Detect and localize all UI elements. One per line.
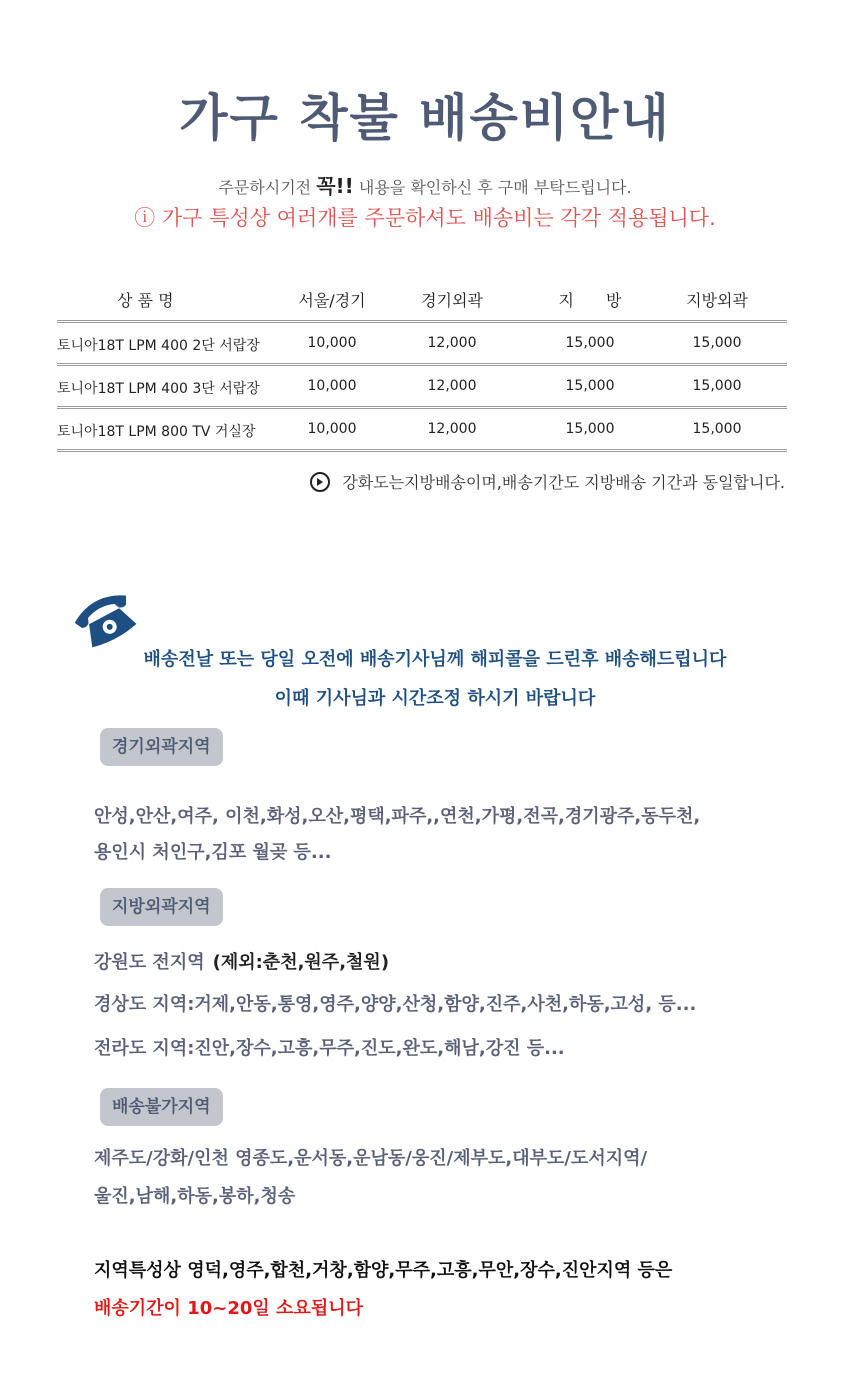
- table-divider: [57, 449, 787, 452]
- cell-gyeonggi-outer: 12,000: [427, 421, 477, 437]
- delivery-delay-period: 배송기간이 10~20일 소요됩니다: [94, 1298, 363, 1319]
- table-header-row: [57, 284, 787, 320]
- regional-outer-jeolla: 전라도 지역:진안,장수,고흥,무주,진도,완도,해남,강진 등...: [94, 1038, 565, 1059]
- cell-gyeonggi-outer: 12,000: [427, 378, 477, 394]
- shipping-fee-table: [57, 284, 787, 452]
- telephone-icon: [70, 588, 140, 648]
- cell-regional-outer: 15,000: [692, 335, 742, 351]
- undeliverable-regions-line2: 울진,남해,하동,봉하,청송: [94, 1186, 296, 1207]
- cell-regional: 15,000: [565, 335, 615, 351]
- cell-product: 토니아18T LPM 800 TV 거실장: [57, 424, 256, 440]
- header-regional: 지 방: [558, 291, 622, 310]
- undeliverable-regions-line1: 제주도/강화/인천 영종도,운서동,운남동/웅진/제부도,대부도/도서지역/: [94, 1148, 648, 1169]
- cell-product: 토니아18T LPM 400 2단 서랍장: [57, 338, 260, 354]
- warning-notice: ⓘ 가구 특성상 여러개를 주문하셔도 배송비는 각각 적용됩니다.: [134, 206, 716, 230]
- subtitle-emphasis: 꼭!!: [316, 174, 354, 198]
- ganghwa-note-text: 강화도는지방배송이며,배송기간도 지방배송 기간과 동일합니다.: [342, 473, 785, 492]
- table-row: [57, 323, 787, 363]
- section-label-regional-outer: 지방외곽지역: [100, 888, 223, 926]
- cell-regional: 15,000: [565, 378, 615, 394]
- page-title: 가구 착불 배송비안내: [179, 89, 671, 147]
- time-adjust-notice: 이때 기사님과 시간조정 하시기 바랍니다: [274, 688, 596, 709]
- delivery-delay-regions: 지역특성상 영덕,영주,합천,거창,함양,무주,고흥,무안,장수,진안지역 등은: [94, 1260, 673, 1281]
- table-row: [57, 366, 787, 406]
- subtitle: [0, 170, 850, 199]
- gyeonggi-outer-regions-line1: 안성,안산,여주, 이천,화성,오산,평택,파주,,연천,가평,전곡,경기광주,동두천,: [94, 806, 701, 827]
- regional-outer-gangwon: [94, 948, 389, 974]
- subtitle-before: 주문하시기전: [218, 178, 312, 197]
- header-seoul-gyeonggi: 서울/경기: [298, 291, 366, 310]
- arrow-right-circle-icon: [310, 472, 330, 492]
- cell-regional: 15,000: [565, 421, 615, 437]
- section-label-gyeonggi-outer: 경기외곽지역: [100, 728, 223, 766]
- cell-product: 토니아18T LPM 400 3단 서랍장: [57, 381, 260, 397]
- cell-regional-outer: 15,000: [692, 378, 742, 394]
- cell-seoul-gyeonggi: 10,000: [307, 335, 357, 351]
- cell-seoul-gyeonggi: 10,000: [307, 378, 357, 394]
- section-label-undeliverable: 배송불가지역: [100, 1088, 223, 1126]
- header-product-name: 상 품 명: [117, 291, 174, 310]
- gyeonggi-outer-regions-line2: 용인시 처인구,김포 월곶 등...: [94, 842, 332, 863]
- cell-regional-outer: 15,000: [692, 421, 742, 437]
- subtitle-after: 내용을 확인하신 후 구매 부탁드립니다.: [358, 178, 632, 197]
- header-gyeonggi-outer: 경기외곽: [421, 291, 483, 310]
- gangwon-text: 강원도 전지역: [94, 952, 205, 973]
- cell-gyeonggi-outer: 12,000: [427, 335, 477, 351]
- ganghwa-note: [310, 470, 785, 493]
- cell-seoul-gyeonggi: 10,000: [307, 421, 357, 437]
- gangwon-exclusions: (제외:춘천,원주,철원): [212, 952, 390, 973]
- happy-call-notice: 배송전날 또는 당일 오전에 배송기사님께 해피콜을 드린후 배송해드립니다: [143, 649, 727, 670]
- regional-outer-gyeongsang: 경상도 지역:거제,안동,통영,영주,양양,산청,함양,진주,사천,하동,고성, 등...: [94, 994, 697, 1015]
- header-regional-outer: 지방외곽: [686, 291, 748, 310]
- table-row: [57, 409, 787, 449]
